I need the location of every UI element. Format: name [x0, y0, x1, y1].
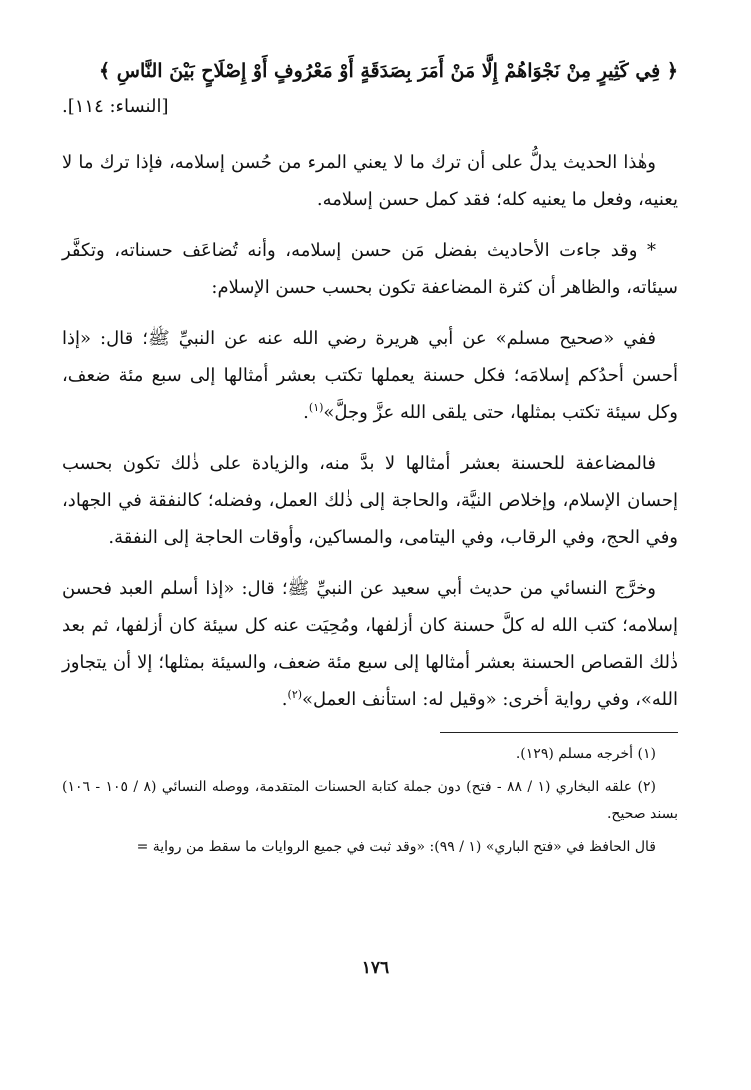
paragraph-5-end: .: [281, 689, 288, 710]
footnote-marker-2: (٢): [287, 688, 303, 701]
page-number: ١٧٦: [361, 958, 390, 978]
paragraph-5: [62, 570, 678, 718]
quran-reference: [النساء: ١١٤].: [62, 96, 169, 117]
page-body: [62, 52, 678, 861]
footnote-divider: [440, 732, 678, 733]
paragraph-5-text: وخرَّج النسائي من حديث أبي سعيد عن النبيِّ ﷺ؛ قال: «إذا أسلم العبد فحسن إسلامه؛ كتب الله له كلَّ حسنة كان أزلفها، ومُحِيَت عنه كل سيئة كان أزلفها، ثم بعد ذٰلك القصاص الحسنة بعشر أمثالها إلى سبع مئة ضعف، والسيئة بمثلها؛ إلا أن يتجاوز الله»، وفي رواية أخرى: «وقيل له: استأنف العمل»: [62, 578, 678, 710]
footnote-2: (٢) علقه البخاري (١ / ٨٨ - فتح) دون جملة كتابة الحسنات المتقدمة، ووصله النسائي (٨ / ١٠٥ - ١٠٦) بسند صحيح.: [62, 779, 678, 822]
paragraph-1: وهٰذا الحديث يدلُّ على أن ترك ما لا يعني المرء من حُسن إسلامه، فإذا ترك ما لا يعنيه، وفعل ما يعنيه كله؛ فقد كمل حسن إسلامه.: [62, 152, 678, 210]
footnote-marker-1: (١): [308, 401, 324, 414]
footnote-1: (١) أخرجه مسلم (١٢٩).: [515, 746, 656, 762]
paragraph-3: [62, 320, 678, 431]
quran-verse: ﴿ فِي كَثِيرٍ مِنْ نَجْوَاهُمْ إِلَّا مَنْ أَمَرَ بِصَدَقَةٍ أَوْ مَعْرُوفٍ أَوْ إِصْلَاحٍ بَيْنَ النَّاسِ ﴾: [99, 60, 678, 82]
paragraph-2: * وقد جاءت الأحاديث بفضل مَن حسن إسلامه، وأنه تُضاعَف حسناته، وتكفَّر سيئاته، والظاهر أن كثرة المضاعفة تكون بحسب حسن الإسلام:: [62, 240, 678, 298]
paragraph-3-text: ففي «صحيح مسلم» عن أبي هريرة رضي الله عنه عن النبيِّ ﷺ؛ قال: «إذا أحسن أحدُكم إسلامَه؛ فكل حسنة يعملها تكتب بعشر أمثالها إلى سبع مئة ضعف، وكل سيئة تكتب بمثلها، حتى يلقى الله عزَّ وجلَّ»: [62, 328, 678, 423]
footnote-2-continuation: قال الحافظ في «فتح الباري» (١ / ٩٩): «وقد ثبت في جميع الروايات ما سقط من رواية =: [136, 839, 656, 855]
paragraph-3-end: .: [303, 402, 309, 423]
paragraph-4: فالمضاعفة للحسنة بعشر أمثالها لا بدَّ منه، والزيادة على ذٰلك تكون بحسب إحسان الإسلام، وإخلاص النيَّة، والحاجة إلى ذٰلك العمل، وفضله؛ كالنفقة في الجهاد، وفي الحج، وفي الرقاب، وفي اليتامى، والمساكين، وأوقات الحاجة إلى النفقة.: [62, 453, 678, 548]
